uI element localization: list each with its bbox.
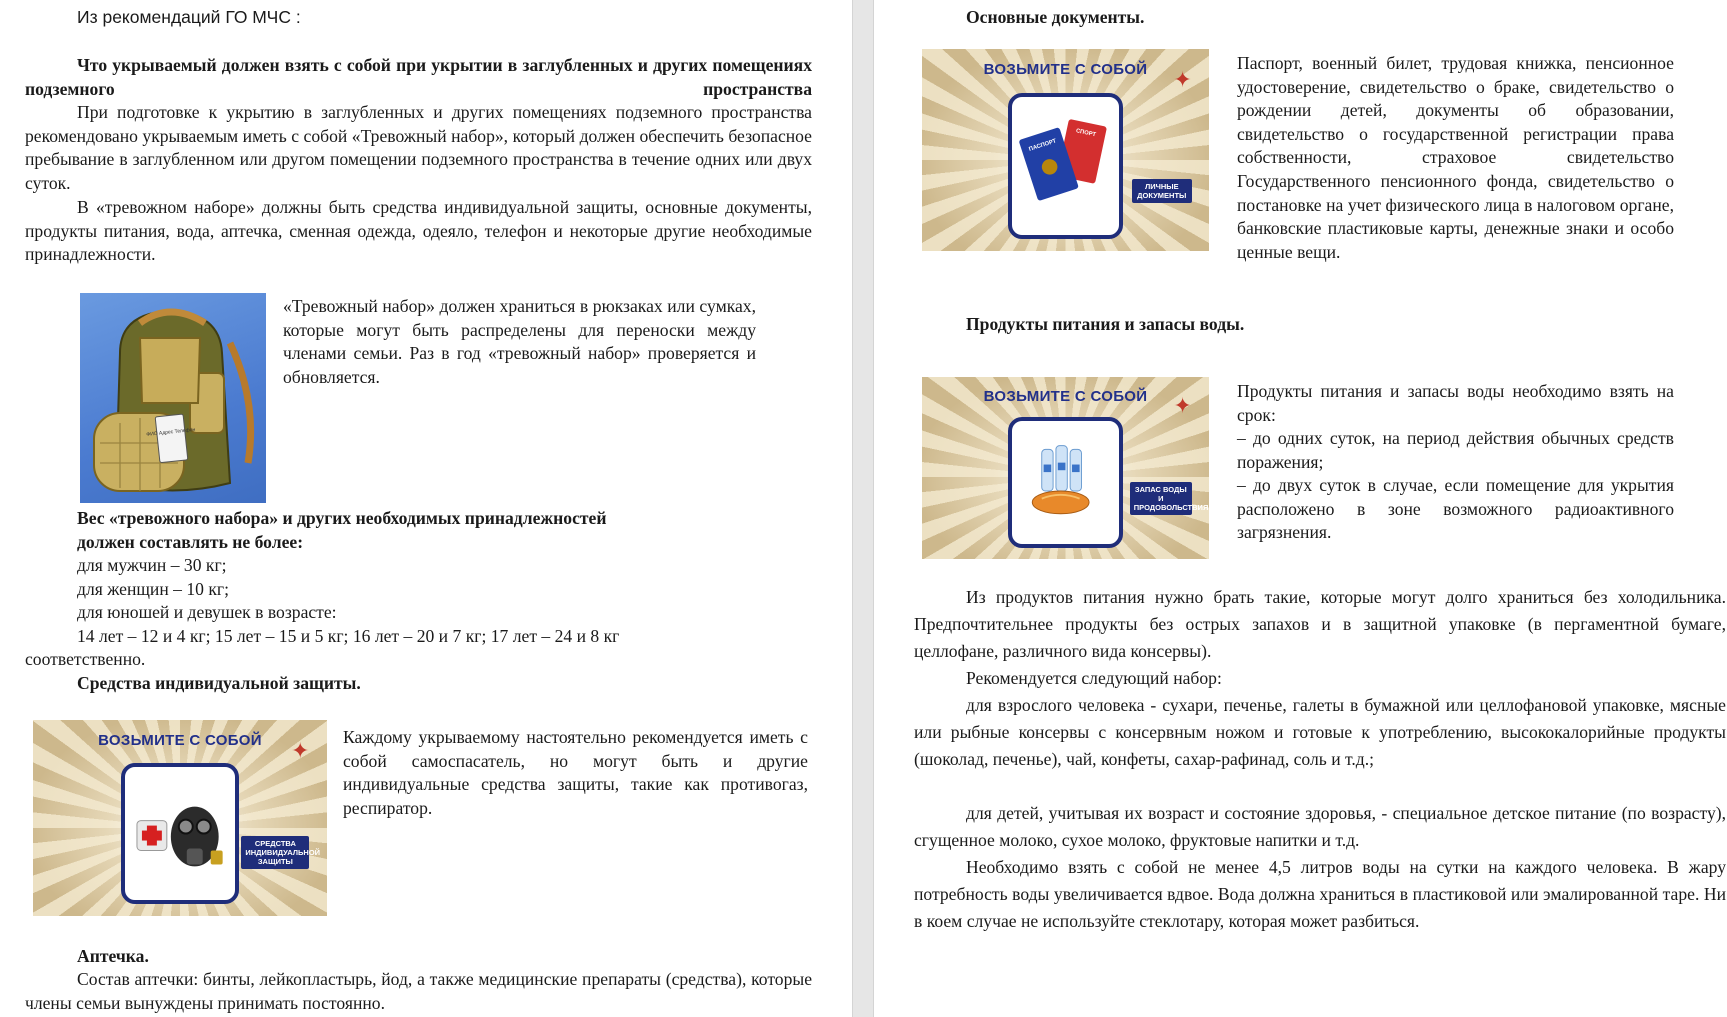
poster-title: ВОЗЬМИТЕ С СОБОЙ bbox=[98, 731, 262, 749]
food-poster-image bbox=[922, 377, 1209, 559]
book-label: СПОРТ bbox=[1075, 128, 1097, 139]
poster-tag: СРЕДСТВА ИНДИВИДУАЛЬНОЙ ЗАЩИТЫ bbox=[241, 836, 309, 869]
water-paragraph: Необходимо взять с собой не менее 4,5 литров воды на сутки на каждого человека. В жару потребность воды увеличивается вдвое. Вода должна храниться в пластиковой или эмалированной таре. Ни в коем случае не используйте стеклотару, которая может разбиться. bbox=[914, 857, 1726, 931]
docs-poster-image bbox=[922, 49, 1209, 251]
food-paragraph-2: – до одних суток, на период действия обычных средств поражения; bbox=[1237, 428, 1674, 472]
paragraph-intro: При подготовке к укрытию в заглубленных и других помещениях подземного пространства рекомендовано укрываемым иметь с собой «Тревожный набор», который должен обеспечить безопасное пребывание в заглубленном или другом помещении подземного пространства в течение одних или двух суток. bbox=[25, 102, 812, 193]
docs-heading: Основные документы. bbox=[966, 7, 1145, 27]
children-paragraph: для детей, учитывая их возраст и состояние здоровья, - специальное детское питание (по возрасту), сгущенное молоко, сухое молоко, фруктовые напитки и т.д. bbox=[914, 803, 1726, 850]
firstaid-heading: Аптечка. bbox=[77, 946, 149, 966]
book-label: ПАСПОРТ bbox=[1028, 138, 1058, 154]
weight-ages: 14 лет – 12 и 4 кг; 15 лет – 15 и 5 кг; 16 лет – 20 и 7 кг; 17 лет – 24 и 8 кг bbox=[77, 626, 620, 646]
document-page-right bbox=[874, 0, 1727, 1017]
emblem-icon: ✦ bbox=[1173, 67, 1192, 93]
weight-men: для мужчин – 30 кг; bbox=[77, 555, 227, 575]
poster-tag: ЗАПАС ВОДЫ И ПРОДОВОЛЬСТВИЯ bbox=[1130, 482, 1192, 515]
ppe-poster-image bbox=[33, 720, 327, 916]
water-bread-icon bbox=[1012, 421, 1119, 544]
backpack-tag-text: ФИО Адрес Телефон bbox=[146, 426, 196, 438]
weight-women: для женщин – 10 кг; bbox=[77, 579, 229, 599]
source-line: Из рекомендаций ГО МЧС : bbox=[77, 7, 301, 27]
poster-title: ВОЗЬМИТЕ С СОБОЙ bbox=[983, 61, 1148, 79]
poster-frame bbox=[1008, 93, 1123, 238]
food-paragraph-1: Продукты питания и запасы воды необходимо взять на срок: bbox=[1237, 381, 1674, 425]
adult-paragraph: для взрослого человека - сухари, печенье, галеты в бумажной или целлофановой упаковке, мясные или рыбные консервы с консервным ножом и готовые к употреблению, высококалорийные продукты (шоколад, печенье), чай, конфеты, сахар-рафинад, соль и т.д.; bbox=[914, 695, 1726, 769]
poster-frame bbox=[1008, 417, 1123, 548]
document-page-left bbox=[0, 0, 852, 1017]
emblem-icon: ✦ bbox=[290, 737, 310, 763]
docs-paragraph: Паспорт, военный билет, трудовая книжка, пенсионное удостоверение, свидетельство о браке, свидетельство о рождении детей, документы об образовании, свидетельство о государственной регистрации права собственности, страховое свидетельство Государственного пенсионного фонда, свидетельство о постановке на учет физического лица в налоговом органе, банковские пластиковые карты, денежные знаки и особо ценные вещи. bbox=[1237, 53, 1674, 262]
firstaid-paragraph: Состав аптечки: бинты, лейкопластырь, йод, а также медицинские препараты (средства), которые члены семьи вынуждены принимать постоянно. bbox=[25, 969, 812, 1013]
heading-main-line: Что укрываемый должен взять с собой при укрытии в заглубленных и других помещениях подземного пространства bbox=[25, 55, 812, 99]
gas-mask-icon bbox=[125, 767, 235, 900]
poster-title: ВОЗЬМИТЕ С СОБОЙ bbox=[983, 387, 1148, 405]
page-gutter bbox=[852, 0, 874, 1017]
emblem-icon: ✦ bbox=[1173, 393, 1192, 419]
backpack-paragraph: «Тревожный набор» должен храниться в рюкзаках или сумках, которые могут быть распределены для переноски между членами семьи. Раз в год «тревожный набор» проверяется и обновляется. bbox=[283, 296, 756, 387]
weight-ages-tail: соответственно. bbox=[25, 649, 146, 669]
backpack-image bbox=[80, 293, 266, 503]
passport-icon bbox=[1012, 97, 1119, 234]
paragraph-kit-contents: В «тревожном наборе» должны быть средства индивидуальной защиты, основные документы, продукты питания, вода, аптечка, сменная одежда, одеяло, телефон и некоторые другие необходимые принадлежности. bbox=[25, 197, 812, 265]
poster-tag: ЛИЧНЫЕ ДОКУМЕНТЫ bbox=[1132, 179, 1192, 203]
recommended-line: Рекомендуется следующий набор: bbox=[966, 668, 1222, 688]
ppe-paragraph: Каждому укрываемому настоятельно рекомендуется иметь с собой самоспасатель, но могут быть и другие индивидуальные средства защиты, такие как противогаз, респиратор. bbox=[343, 727, 808, 818]
weight-heading-line-1: Вес «тревожного набора» и других необходимых принадлежностей bbox=[77, 508, 607, 528]
storage-paragraph: Из продуктов питания нужно брать такие, которые могут долго храниться без холодильника. Предпочтительнее продукты без острых запахов и в защитной упаковке (в пергаментной бумаге, целлофане, различного вида консервы). bbox=[914, 587, 1726, 661]
food-paragraph-3: – до двух суток в случае, если помещение для укрытия расположено в зоне возможного радиоактивного загрязнения. bbox=[1237, 475, 1674, 543]
food-heading: Продукты питания и запасы воды. bbox=[966, 314, 1245, 334]
ppe-heading: Средства индивидуальной защиты. bbox=[77, 673, 361, 693]
weight-youth: для юношей и девушек в возрасте: bbox=[77, 602, 337, 622]
weight-heading-line-2: должен составлять не более: bbox=[77, 532, 304, 552]
backpack-icon bbox=[80, 293, 266, 503]
poster-frame bbox=[121, 763, 239, 904]
